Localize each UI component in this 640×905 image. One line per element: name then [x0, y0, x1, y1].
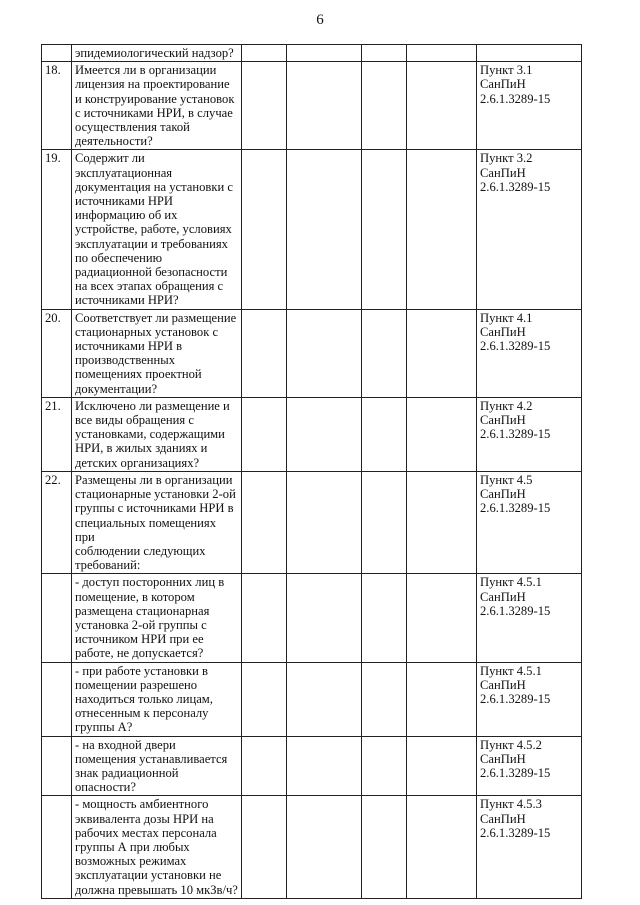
- answer-no-cell[interactable]: [287, 397, 362, 471]
- table-row: [42, 309, 582, 397]
- answer-no-cell[interactable]: [287, 62, 362, 150]
- reference-cell: Пункт 4.5.1 СанПиН 2.6.1.3289-15: [477, 662, 582, 736]
- row-number: 20.: [42, 309, 72, 397]
- note-cell[interactable]: [407, 62, 477, 150]
- reference-cell: Пункт 4.5.2 СанПиН 2.6.1.3289-15: [477, 736, 582, 796]
- note-cell[interactable]: [407, 150, 477, 309]
- reference-cell: Пункт 4.1 СанПиН 2.6.1.3289-15: [477, 309, 582, 397]
- answer-na-cell[interactable]: [362, 471, 407, 573]
- note-cell[interactable]: [407, 471, 477, 573]
- row-number: [42, 45, 72, 62]
- requirement-text: эпидемиологический надзор?: [72, 45, 242, 62]
- requirement-text: - на входной двери помещения устанавливается знак радиационной опасности?: [72, 736, 242, 796]
- table-row: [42, 796, 582, 898]
- reference-cell: Пункт 4.5 СанПиН 2.6.1.3289-15: [477, 471, 582, 573]
- answer-no-cell[interactable]: [287, 736, 362, 796]
- reference-cell: Пункт 4.2 СанПиН 2.6.1.3289-15: [477, 397, 582, 471]
- table-row: [42, 62, 582, 150]
- row-number: 22.: [42, 471, 72, 573]
- requirement-text: Содержит ли эксплуатационная документация на установки с источниками НРИ информацию об их устройстве, работе, условиях эксплуатации и требованиях по обеспечению радиационной безопасности на всех этапах обращения с источниками НРИ?: [72, 150, 242, 309]
- table-row: [42, 574, 582, 662]
- note-cell[interactable]: [407, 662, 477, 736]
- requirement-text: - мощность амбиентного эквивалента дозы НРИ на рабочих местах персонала группы А при любых возможных режимах эксплуатации установки не должна превышать 10 мкЗв/ч?: [72, 796, 242, 898]
- answer-yes-cell[interactable]: [242, 662, 287, 736]
- answer-no-cell[interactable]: [287, 150, 362, 309]
- row-number: 19.: [42, 150, 72, 309]
- requirement-text: Соответствует ли размещение стационарных установок с источниками НРИ в производственных помещениях проектной документации?: [72, 309, 242, 397]
- answer-yes-cell[interactable]: [242, 62, 287, 150]
- answer-yes-cell[interactable]: [242, 736, 287, 796]
- table-row: [42, 397, 582, 471]
- checklist-table: [41, 44, 582, 899]
- answer-no-cell[interactable]: [287, 309, 362, 397]
- table-row: [42, 471, 582, 573]
- row-number: [42, 662, 72, 736]
- answer-na-cell[interactable]: [362, 574, 407, 662]
- table-row: [42, 662, 582, 736]
- answer-na-cell[interactable]: [362, 736, 407, 796]
- answer-no-cell[interactable]: [287, 471, 362, 573]
- answer-na-cell[interactable]: [362, 309, 407, 397]
- requirement-text: Исключено ли размещение и все виды обращения с установками, содержащими НРИ, в жилых зданиях и детских организациях?: [72, 397, 242, 471]
- answer-no-cell[interactable]: [287, 574, 362, 662]
- answer-yes-cell[interactable]: [242, 471, 287, 573]
- answer-yes-cell[interactable]: [242, 796, 287, 898]
- answer-yes-cell[interactable]: [242, 45, 287, 62]
- answer-na-cell[interactable]: [362, 397, 407, 471]
- table-row: [42, 150, 582, 309]
- requirement-text: - доступ посторонних лиц в помещение, в котором размещена стационарная установка 2-ой группы с источником НРИ при ее работе, не допускается?: [72, 574, 242, 662]
- note-cell[interactable]: [407, 574, 477, 662]
- answer-na-cell[interactable]: [362, 62, 407, 150]
- reference-cell: Пункт 3.2 СанПиН 2.6.1.3289-15: [477, 150, 582, 309]
- note-cell[interactable]: [407, 309, 477, 397]
- answer-no-cell[interactable]: [287, 796, 362, 898]
- note-cell[interactable]: [407, 796, 477, 898]
- answer-yes-cell[interactable]: [242, 397, 287, 471]
- row-number: 18.: [42, 62, 72, 150]
- reference-cell: Пункт 3.1 СанПиН 2.6.1.3289-15: [477, 62, 582, 150]
- answer-no-cell[interactable]: [287, 662, 362, 736]
- table-row: [42, 45, 582, 62]
- answer-na-cell[interactable]: [362, 150, 407, 309]
- reference-cell: Пункт 4.5.1 СанПиН 2.6.1.3289-15: [477, 574, 582, 662]
- note-cell[interactable]: [407, 397, 477, 471]
- answer-yes-cell[interactable]: [242, 309, 287, 397]
- answer-yes-cell[interactable]: [242, 574, 287, 662]
- row-number: [42, 796, 72, 898]
- requirement-text: Размещены ли в организации стационарные установки 2-ой группы с источниками НРИ в специальных помещениях при соблюдении следующих требований:: [72, 471, 242, 573]
- table-row: [42, 736, 582, 796]
- row-number: [42, 736, 72, 796]
- answer-na-cell[interactable]: [362, 796, 407, 898]
- answer-na-cell[interactable]: [362, 45, 407, 62]
- page-number: 6: [316, 12, 324, 28]
- row-number: [42, 574, 72, 662]
- answer-na-cell[interactable]: [362, 662, 407, 736]
- reference-cell: [477, 45, 582, 62]
- row-number: 21.: [42, 397, 72, 471]
- reference-cell: Пункт 4.5.3 СанПиН 2.6.1.3289-15: [477, 796, 582, 898]
- note-cell[interactable]: [407, 45, 477, 62]
- note-cell[interactable]: [407, 736, 477, 796]
- answer-no-cell[interactable]: [287, 45, 362, 62]
- requirement-text: - при работе установки в помещении разрешено находиться только лицам, отнесенным к персоналу группы А?: [72, 662, 242, 736]
- requirement-text: Имеется ли в организации лицензия на проектирование и конструирование установок с источниками НРИ, в случае осуществления такой деятельности?: [72, 62, 242, 150]
- answer-yes-cell[interactable]: [242, 150, 287, 309]
